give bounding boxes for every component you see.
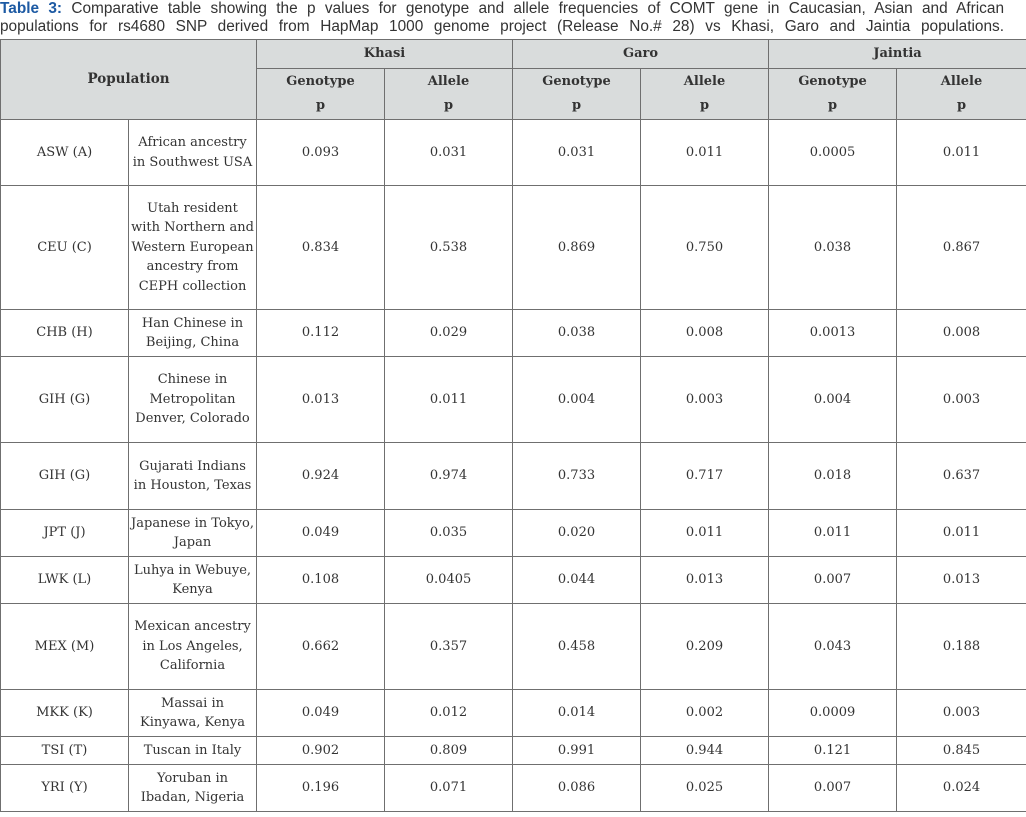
- garo-allele-p: 0.944: [641, 737, 769, 765]
- jaintia-genotype-p: 0.0013: [769, 310, 897, 357]
- khasi-allele-p: 0.029: [385, 310, 513, 357]
- header-allele-khasi: Allele p: [385, 69, 513, 120]
- jaintia-allele-p: 0.013: [897, 557, 1026, 604]
- khasi-genotype-p: 0.924: [257, 443, 385, 510]
- population-code: ASW (A): [1, 120, 129, 186]
- garo-genotype-p: 0.004: [513, 357, 641, 443]
- jaintia-allele-p: 0.188: [897, 604, 1026, 690]
- garo-genotype-p: 0.991: [513, 737, 641, 765]
- header-group-garo: Garo: [513, 40, 769, 69]
- khasi-genotype-p: 0.108: [257, 557, 385, 604]
- khasi-genotype-p: 0.093: [257, 120, 385, 186]
- jaintia-genotype-p: 0.038: [769, 186, 897, 310]
- table-row: [1, 443, 1026, 510]
- population-description: Utah resident with Northern and Western European ancestry from CEPH collection: [129, 186, 257, 310]
- garo-allele-p: 0.011: [641, 120, 769, 186]
- population-code: YRI (Y): [1, 765, 129, 812]
- table-row: [1, 737, 1026, 765]
- garo-genotype-p: 0.733: [513, 443, 641, 510]
- population-code: CHB (H): [1, 310, 129, 357]
- jaintia-genotype-p: 0.007: [769, 765, 897, 812]
- table-row: [1, 690, 1026, 737]
- garo-genotype-p: 0.086: [513, 765, 641, 812]
- jaintia-allele-p: 0.867: [897, 186, 1026, 310]
- population-code: GIH (G): [1, 443, 129, 510]
- jaintia-genotype-p: 0.018: [769, 443, 897, 510]
- khasi-allele-p: 0.0405: [385, 557, 513, 604]
- garo-genotype-p: 0.044: [513, 557, 641, 604]
- table-row: [1, 120, 1026, 186]
- garo-allele-p: 0.209: [641, 604, 769, 690]
- population-code: TSI (T): [1, 737, 129, 765]
- header-allele-jaintia: Allele p: [897, 69, 1026, 120]
- population-code: MKK (K): [1, 690, 129, 737]
- header-allele-garo: Allele p: [641, 69, 769, 120]
- khasi-genotype-p: 0.013: [257, 357, 385, 443]
- jaintia-genotype-p: 0.0009: [769, 690, 897, 737]
- garo-allele-p: 0.003: [641, 357, 769, 443]
- jaintia-allele-p: 0.003: [897, 357, 1026, 443]
- header-group-khasi: Khasi: [257, 40, 513, 69]
- khasi-allele-p: 0.538: [385, 186, 513, 310]
- header-genotype-jaintia: Genotype p: [769, 69, 897, 120]
- population-description: Japanese in Tokyo, Japan: [129, 510, 257, 557]
- population-description: Han Chinese in Beijing, China: [129, 310, 257, 357]
- garo-genotype-p: 0.458: [513, 604, 641, 690]
- jaintia-allele-p: 0.011: [897, 120, 1026, 186]
- jaintia-genotype-p: 0.004: [769, 357, 897, 443]
- table-row: [1, 765, 1026, 812]
- table-row: [1, 604, 1026, 690]
- garo-allele-p: 0.008: [641, 310, 769, 357]
- caption-text-1: Comparative table showing the p values for genotype and allele frequencies of COMT gene in Caucasian, Asian and African: [71, 0, 1005, 17]
- khasi-genotype-p: 0.902: [257, 737, 385, 765]
- jaintia-allele-p: 0.024: [897, 765, 1026, 812]
- population-description: Massai in Kinyawa, Kenya: [129, 690, 257, 737]
- population-description: Mexican ancestry in Los Angeles, California: [129, 604, 257, 690]
- khasi-allele-p: 0.357: [385, 604, 513, 690]
- table-row: [1, 186, 1026, 310]
- garo-allele-p: 0.717: [641, 443, 769, 510]
- khasi-allele-p: 0.035: [385, 510, 513, 557]
- khasi-genotype-p: 0.662: [257, 604, 385, 690]
- population-code: GIH (G): [1, 357, 129, 443]
- jaintia-genotype-p: 0.007: [769, 557, 897, 604]
- population-description: Luhya in Webuye, Kenya: [129, 557, 257, 604]
- population-description: Yoruban in Ibadan, Nigeria: [129, 765, 257, 812]
- header-genotype-khasi: Genotype p: [257, 69, 385, 120]
- jaintia-genotype-p: 0.121: [769, 737, 897, 765]
- garo-genotype-p: 0.038: [513, 310, 641, 357]
- population-description: Chinese in Metropolitan Denver, Colorado: [129, 357, 257, 443]
- table-caption: [0, 0, 1004, 38]
- population-code: JPT (J): [1, 510, 129, 557]
- header-row-groups: [1, 40, 1026, 69]
- garo-genotype-p: 0.020: [513, 510, 641, 557]
- khasi-allele-p: 0.031: [385, 120, 513, 186]
- khasi-genotype-p: 0.196: [257, 765, 385, 812]
- khasi-allele-p: 0.809: [385, 737, 513, 765]
- table-row: [1, 557, 1026, 604]
- table-row: [1, 310, 1026, 357]
- jaintia-allele-p: 0.008: [897, 310, 1026, 357]
- header-population: Population: [1, 40, 257, 120]
- population-description: Tuscan in Italy: [129, 737, 257, 765]
- jaintia-genotype-p: 0.043: [769, 604, 897, 690]
- population-code: MEX (M): [1, 604, 129, 690]
- garo-allele-p: 0.750: [641, 186, 769, 310]
- garo-allele-p: 0.025: [641, 765, 769, 812]
- caption-label: Table 3:: [0, 0, 63, 17]
- jaintia-genotype-p: 0.0005: [769, 120, 897, 186]
- table-body: [1, 120, 1026, 812]
- khasi-genotype-p: 0.049: [257, 510, 385, 557]
- caption-line-1: [0, 0, 1004, 18]
- garo-allele-p: 0.002: [641, 690, 769, 737]
- garo-genotype-p: 0.014: [513, 690, 641, 737]
- jaintia-allele-p: 0.011: [897, 510, 1026, 557]
- khasi-allele-p: 0.071: [385, 765, 513, 812]
- population-code: LWK (L): [1, 557, 129, 604]
- jaintia-allele-p: 0.003: [897, 690, 1026, 737]
- population-code: CEU (C): [1, 186, 129, 310]
- khasi-allele-p: 0.012: [385, 690, 513, 737]
- table-row: [1, 357, 1026, 443]
- khasi-genotype-p: 0.112: [257, 310, 385, 357]
- jaintia-allele-p: 0.845: [897, 737, 1026, 765]
- khasi-genotype-p: 0.049: [257, 690, 385, 737]
- khasi-allele-p: 0.974: [385, 443, 513, 510]
- population-description: Gujarati Indians in Houston, Texas: [129, 443, 257, 510]
- jaintia-genotype-p: 0.011: [769, 510, 897, 557]
- garo-allele-p: 0.013: [641, 557, 769, 604]
- garo-genotype-p: 0.031: [513, 120, 641, 186]
- garo-genotype-p: 0.869: [513, 186, 641, 310]
- comparison-table: [0, 39, 1026, 812]
- khasi-allele-p: 0.011: [385, 357, 513, 443]
- caption-line-2: populations for rs4680 SNP derived from HapMap 1000 genome project (Release No.# 28) vs Khasi, Garo and Jaintia populations.: [0, 18, 1004, 35]
- khasi-genotype-p: 0.834: [257, 186, 385, 310]
- population-description: African ancestry in Southwest USA: [129, 120, 257, 186]
- table-row: [1, 510, 1026, 557]
- garo-allele-p: 0.011: [641, 510, 769, 557]
- header-group-jaintia: Jaintia: [769, 40, 1026, 69]
- header-genotype-garo: Genotype p: [513, 69, 641, 120]
- jaintia-allele-p: 0.637: [897, 443, 1026, 510]
